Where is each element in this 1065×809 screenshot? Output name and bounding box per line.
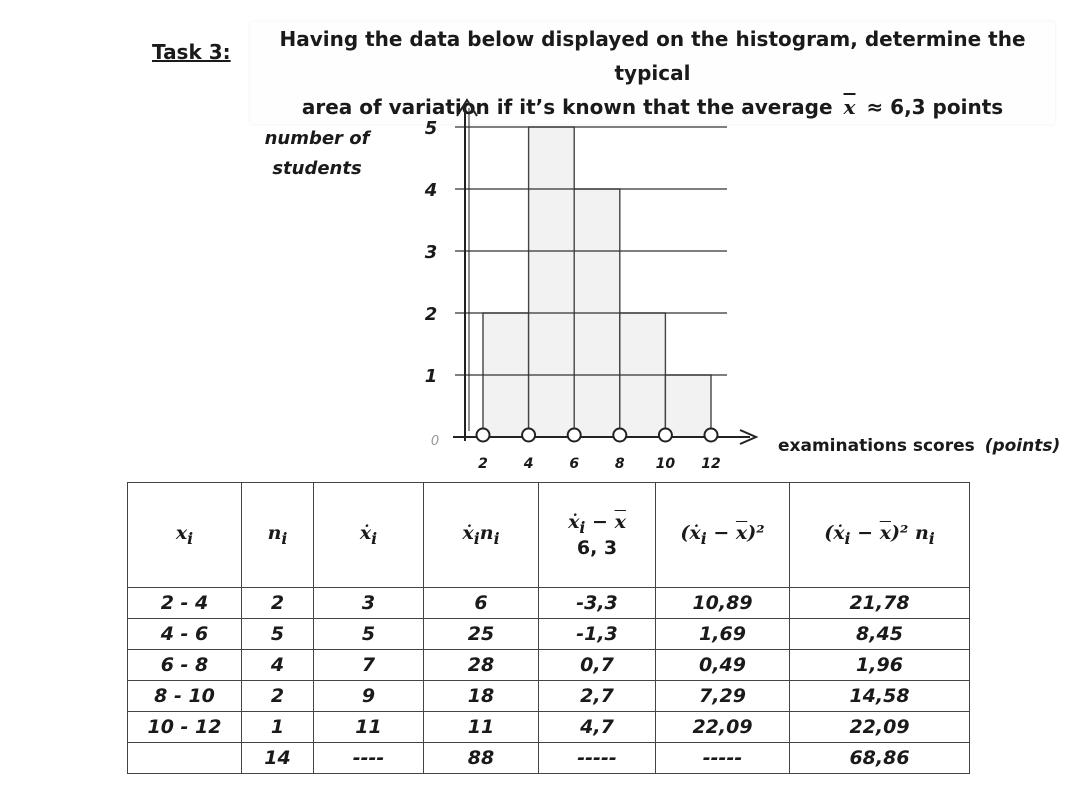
x-tick-label: 6 (569, 456, 580, 472)
table-row (128, 588, 970, 619)
x-tick-marker (568, 429, 581, 442)
table-cell: 21,78 (790, 588, 970, 619)
table-cell: -1,3 (539, 619, 656, 650)
table-cell: ----- (656, 743, 790, 774)
x-axis-label-text: examinations scores (778, 436, 975, 456)
table-cell: ---- (314, 743, 424, 774)
y-axis-arrow (457, 100, 477, 116)
table-cell: 25 (424, 619, 539, 650)
table-cell: 9 (314, 681, 424, 712)
table-cell: 6 (424, 588, 539, 619)
x-tick-label: 12 (701, 456, 721, 472)
table-cell: 6 - 8 (128, 650, 242, 681)
table-cell: 8 - 10 (128, 681, 242, 712)
header-deviation: ẋ$_i$ − $\overline{x}$ 6, 3 (539, 483, 656, 588)
table-cell: 5 (242, 619, 314, 650)
x-tick-label: 10 (655, 456, 676, 472)
x-axis-label-unit: (points) (984, 436, 1061, 456)
table-cell: 68,86 (790, 743, 970, 774)
table-cell: 4,7 (539, 712, 656, 743)
y-tick-label: 3 (424, 242, 438, 263)
task-line-1: Having the data below displayed on the histogram, determine the typical (279, 27, 1026, 85)
table-row (128, 681, 970, 712)
y-tick-label: 4 (424, 180, 438, 201)
y-zero-label: 0 (430, 434, 440, 449)
table-cell: 2,7 (539, 681, 656, 712)
table-cell: 10,89 (656, 588, 790, 619)
x-tick-label: 8 (614, 456, 625, 472)
table-header-row (128, 483, 970, 588)
y-axis-label: number of students (264, 128, 370, 179)
table-cell: 8,45 (790, 619, 970, 650)
table-cell: -3,3 (539, 588, 656, 619)
y-tick-label: 5 (424, 118, 438, 139)
table-cell: 14,58 (790, 681, 970, 712)
x-tick-marker (659, 429, 672, 442)
header-weighted-deviation: (ẋ$_i$ − $\overline{x})^2$ $n_i$ (790, 483, 970, 588)
x-tick-marker (613, 429, 626, 442)
header-ni: $n_i$ (242, 483, 314, 588)
header-deviation-squared: (ẋ$_i$ − $\overline{x})^2$ (656, 483, 790, 588)
x-axis-label (778, 436, 1060, 456)
table-cell: 18 (424, 681, 539, 712)
x-tick-label: 4 (523, 456, 534, 472)
x-tick-marker (522, 429, 535, 442)
table-row (128, 650, 970, 681)
table-row (128, 743, 970, 774)
x-tick-marker (705, 429, 718, 442)
table-cell: 88 (424, 743, 539, 774)
frequency-table (127, 482, 970, 774)
table-cell: 5 (314, 619, 424, 650)
histogram-bar (529, 127, 575, 437)
header-xi-dot: ẋ$_i$ (314, 483, 424, 588)
table-cell: ----- (539, 743, 656, 774)
table-cell: 11 (424, 712, 539, 743)
table-cell: 4 - 6 (128, 619, 242, 650)
table-cell: 0,49 (656, 650, 790, 681)
table-cell: 10 - 12 (128, 712, 242, 743)
table-cell: 4 (242, 650, 314, 681)
table-cell: 0,7 (539, 650, 656, 681)
average-symbol: $\overline{x}$ (843, 95, 856, 119)
x-tick-label: 2 (478, 456, 488, 472)
table-cell: 1 (242, 712, 314, 743)
table-cell: 7 (314, 650, 424, 681)
table-cell: 28 (424, 650, 539, 681)
table-cell: 7,29 (656, 681, 790, 712)
table-row (128, 712, 970, 743)
table-cell: 2 (242, 681, 314, 712)
table-cell (128, 743, 242, 774)
header-xi-ni: $ẋ_in_i$ (424, 483, 539, 588)
table-cell: 1,69 (656, 619, 790, 650)
table-cell: 22,09 (656, 712, 790, 743)
table-cell: 11 (314, 712, 424, 743)
table-cell: 2 - 4 (128, 588, 242, 619)
table-cell: 2 (242, 588, 314, 619)
x-tick-marker (477, 429, 490, 442)
table-cell: 22,09 (790, 712, 970, 743)
y-tick-label: 1 (424, 366, 438, 387)
table-cell: 3 (314, 588, 424, 619)
histogram-bar (665, 375, 711, 437)
header-xi: $x_i$ (128, 483, 242, 588)
table-row (128, 619, 970, 650)
table-cell: 14 (242, 743, 314, 774)
task-label: Task 3: (152, 40, 231, 64)
y-tick-label: 2 (424, 304, 438, 325)
task-line-2-suffix: ≈ 6,3 points (866, 95, 1004, 119)
table-cell: 1,96 (790, 650, 970, 681)
task-line-2-prefix: area of variation if it’s known that the average (301, 95, 833, 119)
